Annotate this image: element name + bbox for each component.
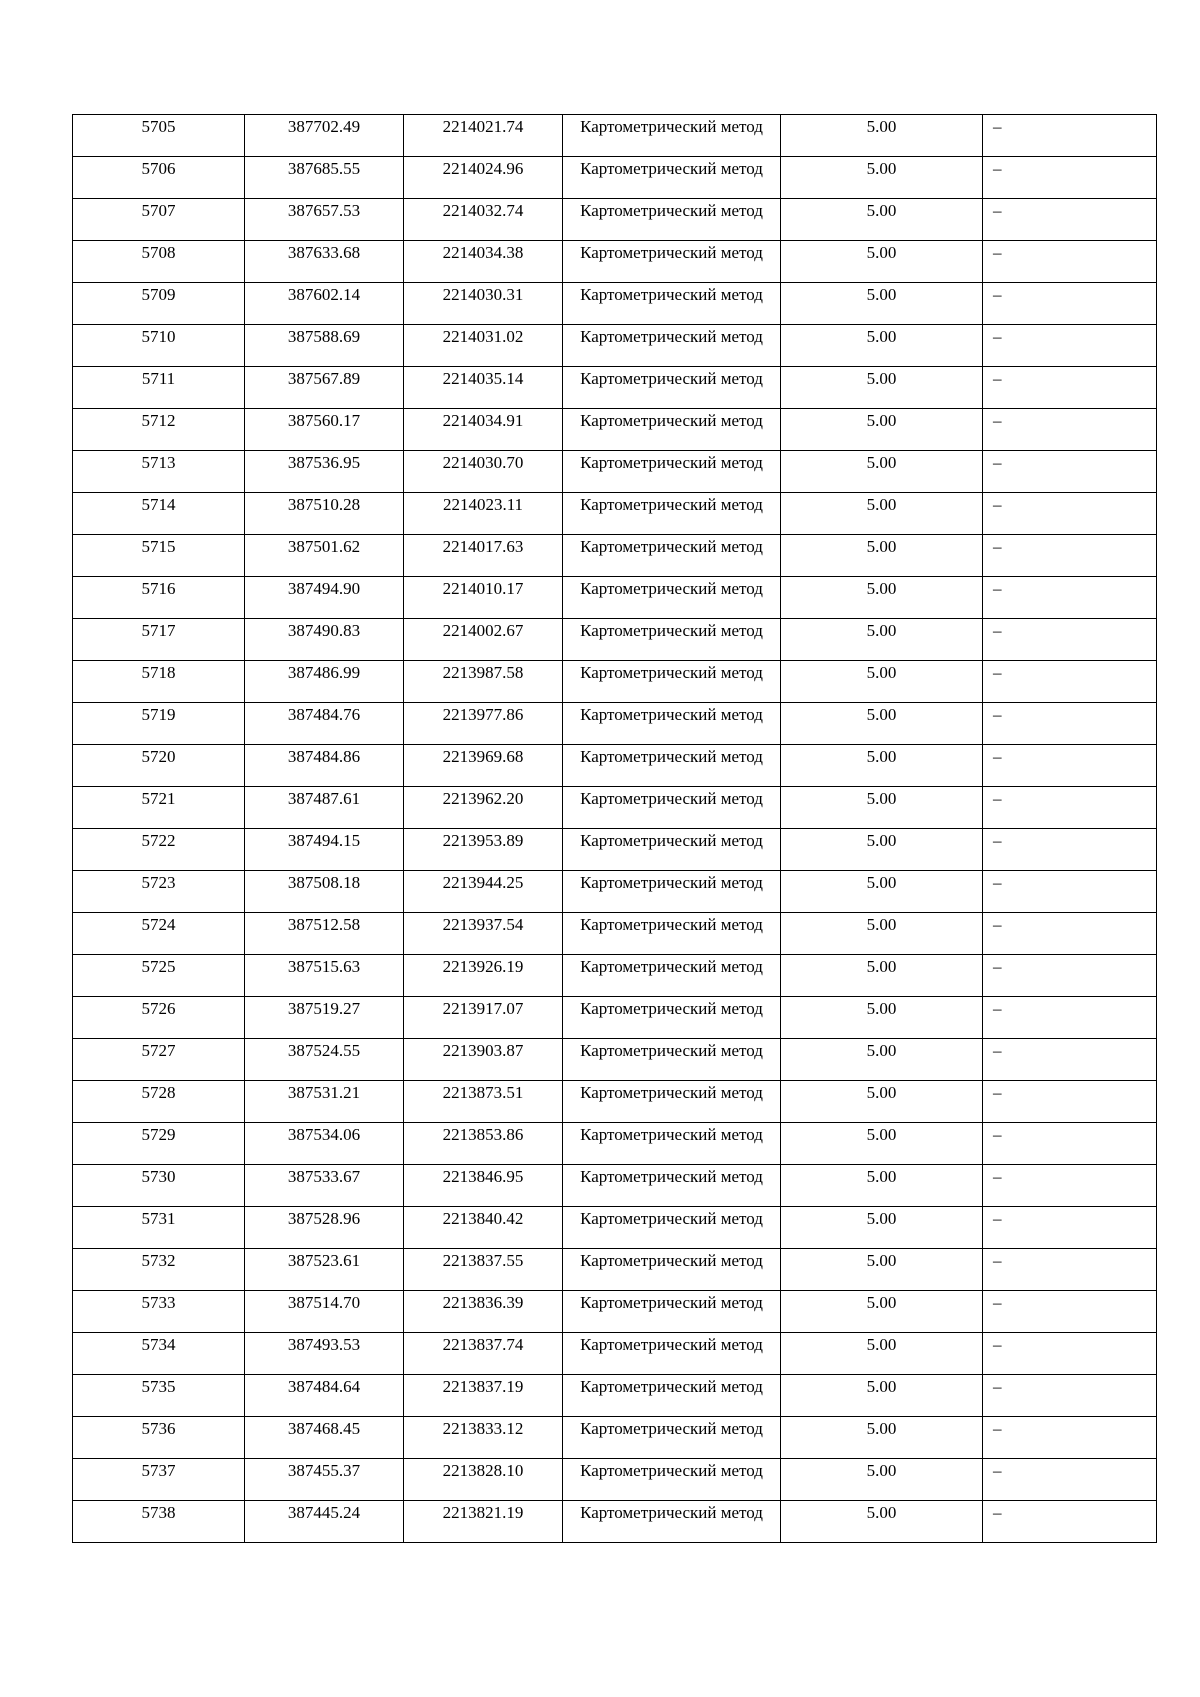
method-cell: Картометрический метод [563, 1501, 781, 1543]
note-cell: – [983, 493, 1157, 535]
point-number-cell: 5720 [73, 745, 245, 787]
method-cell: Картометрический метод [563, 577, 781, 619]
method-cell: Картометрический метод [563, 1123, 781, 1165]
table-row [73, 493, 1157, 535]
table-row [73, 199, 1157, 241]
x-coordinate-cell: 387567.89 [245, 367, 404, 409]
x-coordinate-cell: 387510.28 [245, 493, 404, 535]
x-coordinate-cell: 387633.68 [245, 241, 404, 283]
table-row [73, 115, 1157, 157]
point-number-cell: 5707 [73, 199, 245, 241]
y-coordinate-cell: 2214030.70 [404, 451, 563, 493]
accuracy-cell: 5.00 [781, 283, 983, 325]
method-cell: Картометрический метод [563, 787, 781, 829]
table-row [73, 409, 1157, 451]
point-number-cell: 5728 [73, 1081, 245, 1123]
table-row [73, 241, 1157, 283]
y-coordinate-cell: 2213969.68 [404, 745, 563, 787]
note-cell: – [983, 1249, 1157, 1291]
y-coordinate-cell: 2213837.55 [404, 1249, 563, 1291]
y-coordinate-cell: 2214034.38 [404, 241, 563, 283]
x-coordinate-cell: 387602.14 [245, 283, 404, 325]
point-number-cell: 5733 [73, 1291, 245, 1333]
y-coordinate-cell: 2213903.87 [404, 1039, 563, 1081]
x-coordinate-cell: 387536.95 [245, 451, 404, 493]
method-cell: Картометрический метод [563, 829, 781, 871]
point-number-cell: 5721 [73, 787, 245, 829]
note-cell: – [983, 1375, 1157, 1417]
x-coordinate-cell: 387508.18 [245, 871, 404, 913]
accuracy-cell: 5.00 [781, 1291, 983, 1333]
method-cell: Картометрический метод [563, 1459, 781, 1501]
accuracy-cell: 5.00 [781, 1207, 983, 1249]
table-row [73, 661, 1157, 703]
point-number-cell: 5731 [73, 1207, 245, 1249]
method-cell: Картометрический метод [563, 1375, 781, 1417]
note-cell: – [983, 451, 1157, 493]
x-coordinate-cell: 387455.37 [245, 1459, 404, 1501]
table-row [73, 871, 1157, 913]
point-number-cell: 5732 [73, 1249, 245, 1291]
note-cell: – [983, 661, 1157, 703]
table-row [73, 1165, 1157, 1207]
y-coordinate-cell: 2213937.54 [404, 913, 563, 955]
note-cell: – [983, 283, 1157, 325]
point-number-cell: 5727 [73, 1039, 245, 1081]
x-coordinate-cell: 387494.15 [245, 829, 404, 871]
accuracy-cell: 5.00 [781, 955, 983, 997]
coordinates-table [72, 114, 1157, 1543]
note-cell: – [983, 871, 1157, 913]
point-number-cell: 5734 [73, 1333, 245, 1375]
point-number-cell: 5730 [73, 1165, 245, 1207]
x-coordinate-cell: 387702.49 [245, 115, 404, 157]
coordinates-table-body [73, 115, 1157, 1543]
table-row [73, 157, 1157, 199]
note-cell: – [983, 1291, 1157, 1333]
method-cell: Картометрический метод [563, 409, 781, 451]
table-row [73, 1501, 1157, 1543]
note-cell: – [983, 787, 1157, 829]
method-cell: Картометрический метод [563, 997, 781, 1039]
note-cell: – [983, 1207, 1157, 1249]
table-row [73, 1417, 1157, 1459]
x-coordinate-cell: 387523.61 [245, 1249, 404, 1291]
y-coordinate-cell: 2213926.19 [404, 955, 563, 997]
y-coordinate-cell: 2214031.02 [404, 325, 563, 367]
point-number-cell: 5726 [73, 997, 245, 1039]
point-number-cell: 5735 [73, 1375, 245, 1417]
accuracy-cell: 5.00 [781, 241, 983, 283]
y-coordinate-cell: 2213853.86 [404, 1123, 563, 1165]
x-coordinate-cell: 387533.67 [245, 1165, 404, 1207]
method-cell: Картометрический метод [563, 703, 781, 745]
note-cell: – [983, 157, 1157, 199]
accuracy-cell: 5.00 [781, 997, 983, 1039]
y-coordinate-cell: 2213828.10 [404, 1459, 563, 1501]
table-row [73, 1123, 1157, 1165]
table-row [73, 283, 1157, 325]
note-cell: – [983, 1081, 1157, 1123]
x-coordinate-cell: 387493.53 [245, 1333, 404, 1375]
table-row [73, 1333, 1157, 1375]
accuracy-cell: 5.00 [781, 787, 983, 829]
accuracy-cell: 5.00 [781, 451, 983, 493]
note-cell: – [983, 703, 1157, 745]
accuracy-cell: 5.00 [781, 493, 983, 535]
x-coordinate-cell: 387524.55 [245, 1039, 404, 1081]
accuracy-cell: 5.00 [781, 1039, 983, 1081]
table-row [73, 829, 1157, 871]
point-number-cell: 5737 [73, 1459, 245, 1501]
point-number-cell: 5706 [73, 157, 245, 199]
document-page [72, 114, 1156, 1543]
accuracy-cell: 5.00 [781, 1333, 983, 1375]
x-coordinate-cell: 387519.27 [245, 997, 404, 1039]
table-row [73, 955, 1157, 997]
method-cell: Картометрический метод [563, 241, 781, 283]
note-cell: – [983, 1333, 1157, 1375]
table-row [73, 703, 1157, 745]
accuracy-cell: 5.00 [781, 115, 983, 157]
y-coordinate-cell: 2214035.14 [404, 367, 563, 409]
note-cell: – [983, 1501, 1157, 1543]
x-coordinate-cell: 387490.83 [245, 619, 404, 661]
note-cell: – [983, 199, 1157, 241]
table-row [73, 619, 1157, 661]
accuracy-cell: 5.00 [781, 409, 983, 451]
y-coordinate-cell: 2213987.58 [404, 661, 563, 703]
note-cell: – [983, 1165, 1157, 1207]
point-number-cell: 5718 [73, 661, 245, 703]
y-coordinate-cell: 2214023.11 [404, 493, 563, 535]
accuracy-cell: 5.00 [781, 703, 983, 745]
x-coordinate-cell: 387528.96 [245, 1207, 404, 1249]
accuracy-cell: 5.00 [781, 1459, 983, 1501]
table-row [73, 367, 1157, 409]
y-coordinate-cell: 2213821.19 [404, 1501, 563, 1543]
accuracy-cell: 5.00 [781, 1501, 983, 1543]
x-coordinate-cell: 387657.53 [245, 199, 404, 241]
y-coordinate-cell: 2213962.20 [404, 787, 563, 829]
method-cell: Картометрический метод [563, 1291, 781, 1333]
y-coordinate-cell: 2213944.25 [404, 871, 563, 913]
accuracy-cell: 5.00 [781, 199, 983, 241]
method-cell: Картометрический метод [563, 1207, 781, 1249]
y-coordinate-cell: 2213953.89 [404, 829, 563, 871]
x-coordinate-cell: 387486.99 [245, 661, 404, 703]
method-cell: Картометрический метод [563, 199, 781, 241]
accuracy-cell: 5.00 [781, 367, 983, 409]
accuracy-cell: 5.00 [781, 745, 983, 787]
accuracy-cell: 5.00 [781, 871, 983, 913]
point-number-cell: 5712 [73, 409, 245, 451]
note-cell: – [983, 409, 1157, 451]
method-cell: Картометрический метод [563, 115, 781, 157]
point-number-cell: 5715 [73, 535, 245, 577]
x-coordinate-cell: 387685.55 [245, 157, 404, 199]
table-row [73, 1207, 1157, 1249]
point-number-cell: 5717 [73, 619, 245, 661]
method-cell: Картометрический метод [563, 535, 781, 577]
note-cell: – [983, 577, 1157, 619]
method-cell: Картометрический метод [563, 913, 781, 955]
point-number-cell: 5710 [73, 325, 245, 367]
y-coordinate-cell: 2214032.74 [404, 199, 563, 241]
x-coordinate-cell: 387487.61 [245, 787, 404, 829]
table-row [73, 577, 1157, 619]
y-coordinate-cell: 2213846.95 [404, 1165, 563, 1207]
note-cell: – [983, 115, 1157, 157]
method-cell: Картометрический метод [563, 1039, 781, 1081]
note-cell: – [983, 997, 1157, 1039]
method-cell: Картометрический метод [563, 451, 781, 493]
method-cell: Картометрический метод [563, 661, 781, 703]
accuracy-cell: 5.00 [781, 1081, 983, 1123]
method-cell: Картометрический метод [563, 367, 781, 409]
method-cell: Картометрический метод [563, 745, 781, 787]
x-coordinate-cell: 387468.45 [245, 1417, 404, 1459]
point-number-cell: 5709 [73, 283, 245, 325]
table-row [73, 1459, 1157, 1501]
x-coordinate-cell: 387515.63 [245, 955, 404, 997]
x-coordinate-cell: 387484.76 [245, 703, 404, 745]
accuracy-cell: 5.00 [781, 1375, 983, 1417]
table-row [73, 745, 1157, 787]
method-cell: Картометрический метод [563, 1249, 781, 1291]
y-coordinate-cell: 2213837.19 [404, 1375, 563, 1417]
x-coordinate-cell: 387514.70 [245, 1291, 404, 1333]
table-row [73, 1039, 1157, 1081]
x-coordinate-cell: 387512.58 [245, 913, 404, 955]
point-number-cell: 5705 [73, 115, 245, 157]
table-row [73, 787, 1157, 829]
accuracy-cell: 5.00 [781, 325, 983, 367]
point-number-cell: 5714 [73, 493, 245, 535]
note-cell: – [983, 1417, 1157, 1459]
y-coordinate-cell: 2214034.91 [404, 409, 563, 451]
note-cell: – [983, 367, 1157, 409]
point-number-cell: 5738 [73, 1501, 245, 1543]
note-cell: – [983, 535, 1157, 577]
point-number-cell: 5719 [73, 703, 245, 745]
point-number-cell: 5713 [73, 451, 245, 493]
method-cell: Картометрический метод [563, 157, 781, 199]
method-cell: Картометрический метод [563, 1165, 781, 1207]
accuracy-cell: 5.00 [781, 913, 983, 955]
y-coordinate-cell: 2214017.63 [404, 535, 563, 577]
accuracy-cell: 5.00 [781, 577, 983, 619]
x-coordinate-cell: 387534.06 [245, 1123, 404, 1165]
method-cell: Картометрический метод [563, 1333, 781, 1375]
x-coordinate-cell: 387494.90 [245, 577, 404, 619]
point-number-cell: 5708 [73, 241, 245, 283]
method-cell: Картометрический метод [563, 955, 781, 997]
table-row [73, 1291, 1157, 1333]
accuracy-cell: 5.00 [781, 535, 983, 577]
method-cell: Картометрический метод [563, 1417, 781, 1459]
note-cell: – [983, 829, 1157, 871]
point-number-cell: 5722 [73, 829, 245, 871]
point-number-cell: 5725 [73, 955, 245, 997]
table-row [73, 913, 1157, 955]
method-cell: Картометрический метод [563, 493, 781, 535]
accuracy-cell: 5.00 [781, 1417, 983, 1459]
accuracy-cell: 5.00 [781, 1165, 983, 1207]
y-coordinate-cell: 2214024.96 [404, 157, 563, 199]
y-coordinate-cell: 2213917.07 [404, 997, 563, 1039]
y-coordinate-cell: 2214010.17 [404, 577, 563, 619]
table-row [73, 451, 1157, 493]
y-coordinate-cell: 2213837.74 [404, 1333, 563, 1375]
table-row [73, 997, 1157, 1039]
note-cell: – [983, 325, 1157, 367]
note-cell: – [983, 1039, 1157, 1081]
note-cell: – [983, 1123, 1157, 1165]
method-cell: Картометрический метод [563, 619, 781, 661]
table-row [73, 1375, 1157, 1417]
method-cell: Картометрический метод [563, 325, 781, 367]
y-coordinate-cell: 2213840.42 [404, 1207, 563, 1249]
note-cell: – [983, 1459, 1157, 1501]
accuracy-cell: 5.00 [781, 661, 983, 703]
y-coordinate-cell: 2214030.31 [404, 283, 563, 325]
x-coordinate-cell: 387484.86 [245, 745, 404, 787]
table-row [73, 535, 1157, 577]
x-coordinate-cell: 387560.17 [245, 409, 404, 451]
method-cell: Картометрический метод [563, 871, 781, 913]
point-number-cell: 5729 [73, 1123, 245, 1165]
note-cell: – [983, 619, 1157, 661]
note-cell: – [983, 913, 1157, 955]
x-coordinate-cell: 387588.69 [245, 325, 404, 367]
accuracy-cell: 5.00 [781, 1123, 983, 1165]
table-row [73, 1249, 1157, 1291]
table-row [73, 1081, 1157, 1123]
note-cell: – [983, 241, 1157, 283]
x-coordinate-cell: 387531.21 [245, 1081, 404, 1123]
accuracy-cell: 5.00 [781, 1249, 983, 1291]
y-coordinate-cell: 2213873.51 [404, 1081, 563, 1123]
y-coordinate-cell: 2214021.74 [404, 115, 563, 157]
table-row [73, 325, 1157, 367]
point-number-cell: 5716 [73, 577, 245, 619]
point-number-cell: 5736 [73, 1417, 245, 1459]
x-coordinate-cell: 387445.24 [245, 1501, 404, 1543]
point-number-cell: 5724 [73, 913, 245, 955]
accuracy-cell: 5.00 [781, 157, 983, 199]
note-cell: – [983, 955, 1157, 997]
note-cell: – [983, 745, 1157, 787]
y-coordinate-cell: 2214002.67 [404, 619, 563, 661]
method-cell: Картометрический метод [563, 1081, 781, 1123]
point-number-cell: 5711 [73, 367, 245, 409]
x-coordinate-cell: 387501.62 [245, 535, 404, 577]
point-number-cell: 5723 [73, 871, 245, 913]
y-coordinate-cell: 2213833.12 [404, 1417, 563, 1459]
x-coordinate-cell: 387484.64 [245, 1375, 404, 1417]
y-coordinate-cell: 2213977.86 [404, 703, 563, 745]
y-coordinate-cell: 2213836.39 [404, 1291, 563, 1333]
accuracy-cell: 5.00 [781, 829, 983, 871]
accuracy-cell: 5.00 [781, 619, 983, 661]
method-cell: Картометрический метод [563, 283, 781, 325]
